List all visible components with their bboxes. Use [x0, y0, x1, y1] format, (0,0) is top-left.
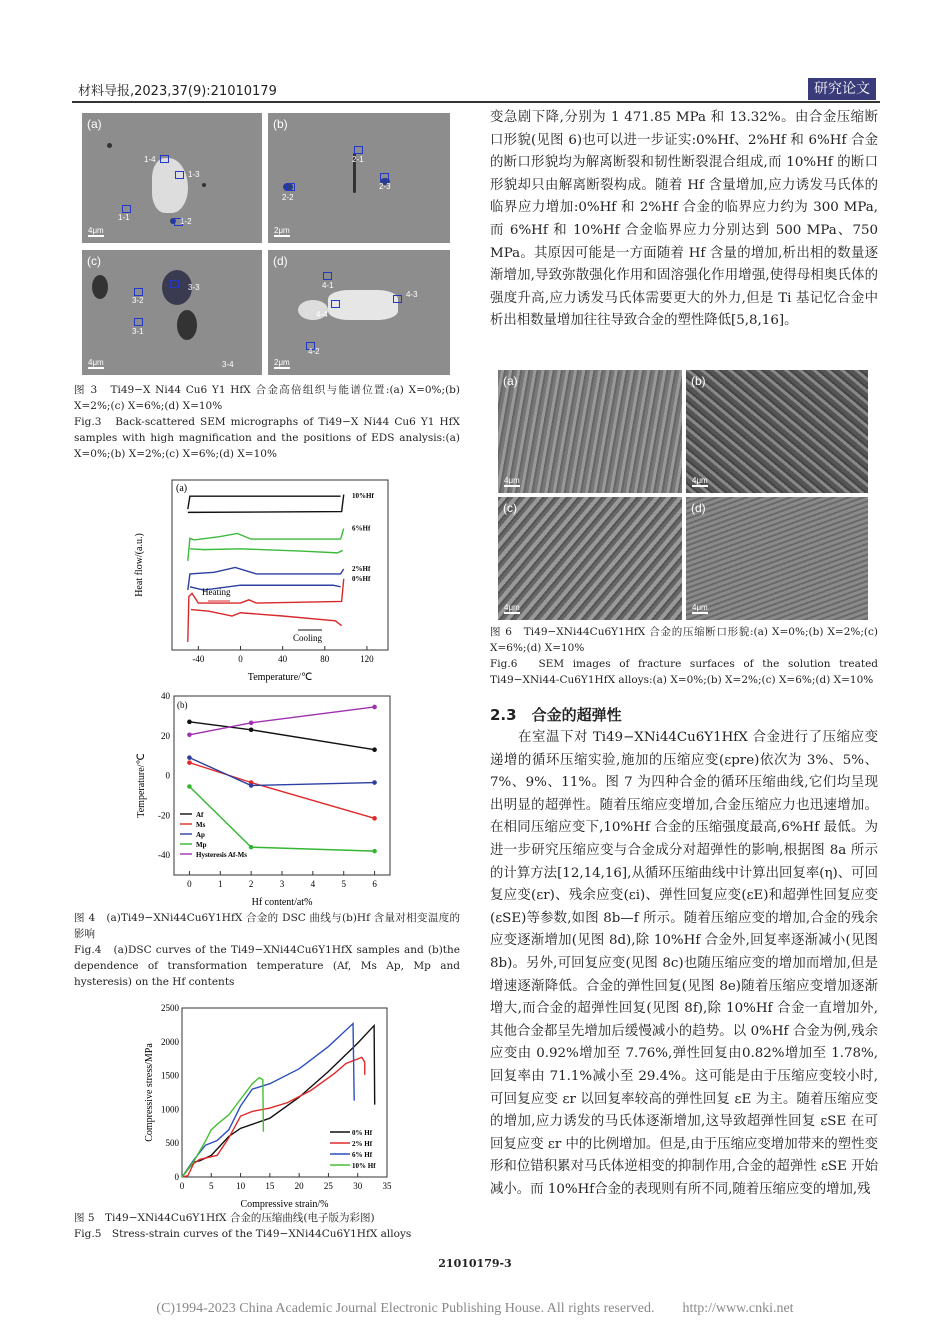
- y-tick-label: 40: [161, 691, 170, 701]
- x-tick-label: 25: [323, 1181, 333, 1191]
- x-tick-label: 0: [179, 1181, 185, 1191]
- panel-label: (c): [87, 254, 101, 268]
- x-tick-label: 40: [278, 654, 288, 664]
- annotation-cooling: Cooling: [293, 633, 323, 643]
- panel-label: (b): [177, 700, 188, 710]
- x-tick-label: 0: [187, 879, 192, 889]
- legend-label: 2% Hf: [352, 1140, 373, 1148]
- stress-strain-curve: [182, 1024, 354, 1177]
- y-tick-label: 2000: [161, 1036, 179, 1047]
- series-line: [189, 707, 374, 735]
- fig6-panel-a: [498, 370, 682, 493]
- scale-bar: 4μm: [504, 603, 520, 612]
- legend-label: 10% Hf: [352, 1162, 376, 1170]
- fig3-panel-b: [268, 113, 450, 243]
- panel-label: (d): [691, 501, 706, 515]
- eds-point: 3-1: [132, 327, 144, 336]
- data-point: [187, 760, 192, 765]
- legend-label: 6% Hf: [352, 1151, 373, 1159]
- fig6-caption: [490, 624, 878, 688]
- fig3-caption: [74, 382, 460, 462]
- data-point: [372, 816, 377, 821]
- y-tick-label: -40: [158, 850, 170, 861]
- x-tick-label: 0: [238, 654, 243, 664]
- data-point: [249, 783, 254, 788]
- fig3-caption-cn: 图 3 Ti49−X Ni44 Cu6 Y1 HfX 合金高倍组织与能谱位置:(a) X=0%;(b) X=2%;(c) X=6%;(d) X=10%: [74, 384, 460, 412]
- panel-label: (b): [273, 117, 288, 131]
- panel-label: (a): [87, 117, 102, 131]
- fig4-caption: [74, 910, 460, 990]
- series-line: [189, 763, 374, 819]
- x-axis-label: Temperature/℃: [247, 672, 313, 683]
- fig4a-dsc-chart: [134, 475, 400, 685]
- scale-bar: 4μm: [692, 476, 708, 485]
- data-point: [187, 732, 192, 737]
- x-tick-label: 35: [382, 1181, 392, 1191]
- eds-point: 1-2: [180, 217, 192, 226]
- legend-label: Hysteresis Af-Ms: [196, 851, 247, 859]
- section-heading: 2.3 合金的超弹性: [490, 706, 622, 724]
- legend-label: Mp: [196, 841, 207, 849]
- legend-label: Ap: [196, 831, 205, 839]
- body-paragraph-2: [490, 727, 878, 1201]
- x-tick-label: 1: [218, 879, 223, 889]
- x-axis-label: Hf content/at%: [251, 897, 313, 908]
- x-tick-label: 15: [265, 1181, 275, 1191]
- series-label: 6%Hf: [352, 524, 371, 533]
- paragraph-text: 变急剧下降,分别为 1 471.85 MPa 和 13.32%。由合金压缩断口形貌(见图 6)也可以进一步证实:0%Hf、2%Hf 和 6%Hf 合金的断口形貌均为解离断裂和韧性断裂混合组成,而 10%Hf 的断口形貌却只由解离断裂构成。随着 Hf 含量增加,应力诱发马氏体的临界应力增加:0%Hf 和 2%Hf 合金的临界应力约为 300 MPa,而 6%Hf 和 10%Hf 合金临界应力分别达到 500 MPa、750 MPa。其原因可能是一方面随着 Hf 含量的增加,析出相的数量逐渐增加,导致弥散强化作用和固溶强化作用增强,使得母相奥氏体的强度升高,应力诱发马氏体需要更大的外力,但是 Ti 基记忆合金中析出相数量增加往往导致合金的塑性降低[5,8,16]。: [490, 110, 878, 329]
- eds-point: 2-1: [352, 155, 364, 164]
- dsc-cooling-curve: [188, 495, 344, 513]
- header-divider: [72, 101, 880, 103]
- legend-label: Af: [196, 811, 204, 819]
- x-tick-label: 3: [279, 879, 285, 889]
- data-point: [372, 849, 377, 854]
- data-point: [249, 845, 254, 850]
- body-paragraph-1: [490, 107, 878, 333]
- fig4-caption-cn: 图 4 (a)Ti49−XNi44Cu6Y1HfX 合金的 DSC 曲线与(b)Hf 含量对相变温度的影响: [74, 912, 460, 940]
- page-number: 21010179-3: [438, 1257, 512, 1270]
- x-tick-label: 80: [320, 654, 330, 664]
- y-tick-label: 20: [161, 730, 170, 741]
- x-tick-label: 5: [209, 1181, 214, 1191]
- fig6-panel-c: [498, 497, 682, 620]
- x-tick-label: 4: [310, 879, 316, 889]
- eds-point: 4-1: [322, 281, 334, 290]
- x-tick-label: 30: [353, 1181, 363, 1191]
- panel-label: (c): [503, 501, 517, 515]
- y-tick-label: 2500: [161, 1003, 179, 1013]
- panel-label: (d): [273, 254, 288, 268]
- scale-bar: 4μm: [88, 358, 104, 367]
- x-tick-label: -40: [192, 654, 205, 664]
- eds-point: 1-4: [144, 155, 156, 164]
- data-point: [249, 728, 254, 733]
- fig5-caption: [74, 1210, 460, 1242]
- data-point: [372, 780, 377, 785]
- x-tick-label: 10: [236, 1181, 246, 1191]
- fig6-panel-b: [686, 370, 868, 493]
- scale-bar: 2μm: [274, 358, 290, 367]
- series-label: 2%Hf: [352, 565, 371, 574]
- section-badge: 研究论文: [808, 78, 876, 100]
- fig4-caption-en: Fig.4 (a)DSC curves of the Ti49−XNi44Cu6Y1HfX samples and (b)the dependence of transformation temperature (Af, Ms Ap, Mp and hysteresis) on the Hf contents: [74, 944, 460, 988]
- y-tick-label: -20: [158, 810, 170, 821]
- legend-label: Ms: [196, 821, 206, 829]
- fig3-panel-d: [268, 250, 450, 375]
- eds-point: 4-2: [308, 347, 320, 356]
- annotation-heating: Heating: [202, 587, 231, 597]
- series-label: 0%Hf: [352, 574, 371, 583]
- y-tick-label: 1000: [161, 1104, 179, 1115]
- fig5-stress-strain-chart: [140, 1000, 400, 1210]
- paragraph-text: 在室温下对 Ti49−XNi44Cu6Y1HfX 合金进行了压缩应变递增的循环压缩实验,施加的压缩应变(εpre)依次为 3%、5%、7%、9%、11%。图 7 为四种合金的循环压缩曲线,它们均呈现出明显的超弹性。随着压缩应变增加,合金压缩应力也迅速增加。在相同压缩应变下,10%Hf 合金的压缩强度最高,6%Hf 最低。为进一步研究压缩应变与合金成分对超弹性的影响,根据图 8a 所示的计算方法[12,14,16],从循环压缩曲线中计算出回复率(η)、可回复应变(εr)、残余应变(εi)、弹性回复应变(εE)和超弹性回复应变(εSE)等参数,如图 8b—f 所示。随着压缩应变的增加,合金的残余应变逐渐增加(见图 8d),除 10%Hf 合金外,回复率逐渐减小(见图 8b)。另外,可回复应变(见图 8c)也随压缩应变的增加而增加,但是增速逐渐降低。合金的弹性回复(见图 8e)随着压缩应变增加逐渐增大,而合金的超弹性回复(见图 8f),除 10%Hf 合金一直增加外,其他合金都呈先增加后缓慢减小的趋势。以 0%Hf 合金为例,残余应变由 0.92%增加至 7.76%,弹性回复由0.82%增加至 1.78%,回复率由 71.1%减小至 29.4%。这可能是由于压缩应变较小时,可回复应变 εr 以回复率较高的弹性回复 εE 为主。随着压缩应变的增加,应力诱发的马氏体逐渐增加,这导致超弹性回复 εSE 在可回复应变 εr 中的比例增加。但是,由于压缩应变增加带来的塑性变形和位错积累对马氏体逆相变的抑制作用,合金的超弹性 εSE 开始减小。而 10%Hf合金的表现则有所不同,随着压缩应变的增加,残: [490, 730, 878, 1197]
- x-tick-label: 6: [372, 879, 377, 889]
- panel-label: (b): [691, 374, 706, 388]
- copyright-footer: (C)1994-2023 China Academic Journal Electronic Publishing House. All rights reserved. http://www.cnki.net: [156, 1301, 794, 1316]
- eds-point: 4-3: [406, 290, 418, 299]
- fig6-panel-d: [686, 497, 868, 620]
- dsc-cooling-curve: [190, 549, 343, 553]
- x-tick-label: 20: [294, 1181, 304, 1191]
- data-point: [187, 784, 192, 789]
- x-tick-label: 5: [341, 879, 346, 889]
- y-tick-label: 0: [174, 1172, 179, 1182]
- legend-label: 0% Hf: [352, 1129, 373, 1137]
- panel-label: (a): [503, 374, 518, 388]
- y-tick-label: 500: [165, 1138, 179, 1149]
- eds-point: 1-1: [118, 213, 130, 222]
- fig6-caption-cn: 图 6 Ti49−XNi44Cu6Y1HfX 合金的压缩断口形貌:(a) X=0%;(b) X=2%;(c) X=6%;(d) X=10%: [490, 626, 878, 654]
- series-label: 10%Hf: [352, 492, 374, 501]
- data-point: [187, 755, 192, 760]
- fig5-caption-en: Fig.5 Stress-strain curves of the Ti49−XNi44Cu6Y1HfX alloys: [74, 1228, 412, 1240]
- fig3-caption-en: Fig.3 Back-scattered SEM micrographs of Ti49−X Ni44 Cu6 Y1 HfX samples with high magnification and the positions of EDS analysis:(a) X=0%;(b) X=2%;(c) X=6%;(d) X=10%: [74, 416, 460, 460]
- eds-point: 3-3: [188, 283, 200, 292]
- eds-point: 3-4: [222, 360, 234, 369]
- eds-point: 4-4: [316, 310, 328, 319]
- x-tick-label: 120: [360, 654, 374, 664]
- stress-strain-curve: [182, 1057, 365, 1177]
- dsc-heating-curve: [188, 496, 341, 509]
- fig5-caption-cn: 图 5 Ti49−XNi44Cu6Y1HfX 合金的压缩曲线(电子版为彩图): [74, 1212, 375, 1224]
- data-point: [372, 747, 377, 752]
- y-axis-label: Temperature/℃: [136, 753, 147, 818]
- y-axis-label: Heat flow/(a.u.): [134, 533, 145, 597]
- series-line: [189, 722, 374, 750]
- panel-label: (a): [176, 483, 188, 494]
- fig3-panel-c: [82, 250, 262, 375]
- y-tick-label: 1500: [161, 1070, 179, 1081]
- data-point: [372, 705, 377, 710]
- y-axis-label: Compressive stress/MPa: [144, 1043, 155, 1142]
- fig6-caption-en: Fig.6 SEM images of fracture surfaces of the solution treated Ti49−XNi44-Cu6Y1HfX alloys:(a) X=0%;(b) X=2%;(c) X=6%;(d) X=10%: [490, 658, 878, 686]
- eds-point: 2-2: [282, 193, 294, 202]
- data-point: [187, 720, 192, 725]
- dsc-heating-curve: [188, 529, 344, 561]
- scale-bar: 2μm: [274, 226, 290, 235]
- eds-point: 2-3: [379, 182, 391, 191]
- y-tick-label: 0: [165, 770, 170, 781]
- scale-bar: 4μm: [692, 603, 708, 612]
- eds-point: 1-3: [188, 170, 200, 179]
- series-line: [189, 786, 374, 851]
- x-tick-label: 2: [248, 879, 254, 889]
- x-axis-label: Compressive strain/%: [240, 1199, 329, 1210]
- fig4b-temperature-chart: [136, 690, 400, 908]
- journal-header: 材料导报,2023,37(9):21010179: [78, 84, 277, 99]
- scale-bar: 4μm: [88, 226, 104, 235]
- eds-point: 3-2: [132, 296, 144, 305]
- fig3-panel-a: [82, 113, 262, 243]
- data-point: [249, 721, 254, 726]
- scale-bar: 4μm: [504, 476, 520, 485]
- dsc-cooling-curve: [191, 610, 342, 626]
